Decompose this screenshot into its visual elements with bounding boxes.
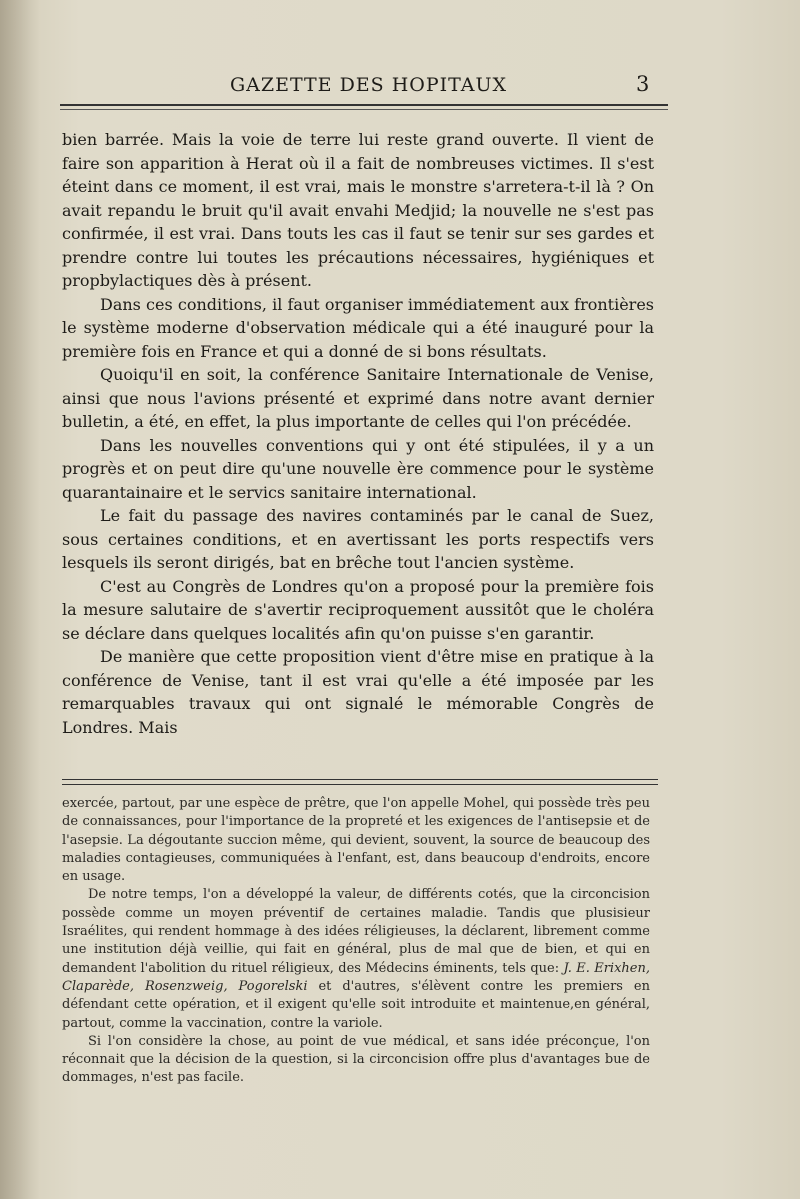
footnote-rule (62, 779, 658, 780)
header-rule-thin (60, 109, 668, 110)
paragraph: Dans les nouvelles conventions qui y ont été stipulées, il y a un progrès et on peut dire qu'une nouvelle ère commence pour le système quarantainaire et le servics sanitaire international. (62, 435, 654, 502)
running-header: GAZETTE DES HOPITAUX (230, 74, 508, 96)
footnote-text (62, 795, 650, 1088)
paragraph: Quoiqu'il en soit, la conférence Sanitaire Internationale de Venise, ainsi que nous l'avions présenté et exprimé dans notre avant dernier bulletin, a été, en effet, la plus importante de celles qui l'on précédée. (62, 365, 654, 431)
page-number: 3 (636, 72, 650, 96)
paragraph: C'est au Congrès de Londres qu'on a proposé pour la première fois la mesure salutaire de s'avertir reciproquement aussitôt que le choléra se déclare dans quelques localités afin qu'on puisse s'en garantir. (62, 576, 654, 643)
footnote-text-run: De notre temps, l'on a développé la valeur, de différents cotés, que la circoncision possède comme un moyen préventif de certaines maladie. Tandis que plusisieur Israélites, qui rendent hommage à des idées réligieuses, la déclarent, librement comme une institution déjà veillie, qui fait en général, plus de mal que de bien, et qui en demandent l'abolition du rituel réligieux, des Médecins éminents, tels que: (62, 887, 650, 976)
footnote-text-run: et d'autres, s'élèvent contre les premiers en défendant cette opération, et il exigent qu'elle soit introduite et maintenue,en général, partout, comme la vaccination, contre la variole. (62, 978, 650, 1031)
footnote-paragraph: Si l'on considère la chose, au point de vue médical, et sans idée préconçue, l'on réconnait que la décision de la question, si la circoncision offre plus d'avantages bue de dommages, n'est pas facile. (62, 1033, 650, 1086)
paragraph: De manière que cette proposition vient d'être mise en pratique à la conférence de Venise, tant il est vrai qu'elle a été imposée par les remarquables travaux qui ont signalé le mémorable Congrès de Londres. Mais (62, 647, 654, 737)
binding-shadow (0, 0, 40, 1199)
physician-names: J. E. Erixhen, Claparède, Rosenzweig, Pogorelski (62, 960, 650, 994)
footnote-paragraph (62, 886, 650, 1032)
footnote-paragraph: exercée, partout, par une espèce de prêtre, que l'on appelle Mohel, qui possède très peu de connaissances, pour l'importance de la propreté et les exigences de l'antisepsie et de l'asepsie. La dégoutante succion même, qui devient, souvent, la source de beaucoup des maladies contagieuses, communiquées à l'enfant, est, dans beaucoup d'endroits, encore en usage. (62, 796, 650, 885)
paragraph: Dans ces conditions, il faut organiser immédiatement aux frontières le système moderne d'observation médicale qui a été inauguré pour la première fois en France et qui a donné de si bons résultats. (62, 294, 654, 361)
header-rule (60, 104, 668, 106)
footnote-rule-second (62, 784, 658, 785)
paragraph: bien barrée. Mais la voie de terre lui reste grand ouverte. Il vient de faire son apparition à Herat où il a fait de nombreuses victimes. Il s'est éteint dans ce moment, il est vrai, mais le monstre s'arretera-t-il là ? On avait repandu le bruit qu'il avait envahi Medjid; la nouvelle ne s'est pas confirmée, il est vrai. Dans touts les cas il faut se tenir sur ses gardes et prendre contre lui toutes les précautions nécessaires, hygiéniques et propbylactiques dès à présent. (62, 130, 654, 290)
main-text (62, 128, 654, 739)
paragraph: Le fait du passage des navires contaminés par le canal de Suez, sous certaines conditions, et en avertissant les ports respectifs vers lesquels ils seront dirigés, bat en brêche tout l'ancien système. (62, 506, 654, 572)
